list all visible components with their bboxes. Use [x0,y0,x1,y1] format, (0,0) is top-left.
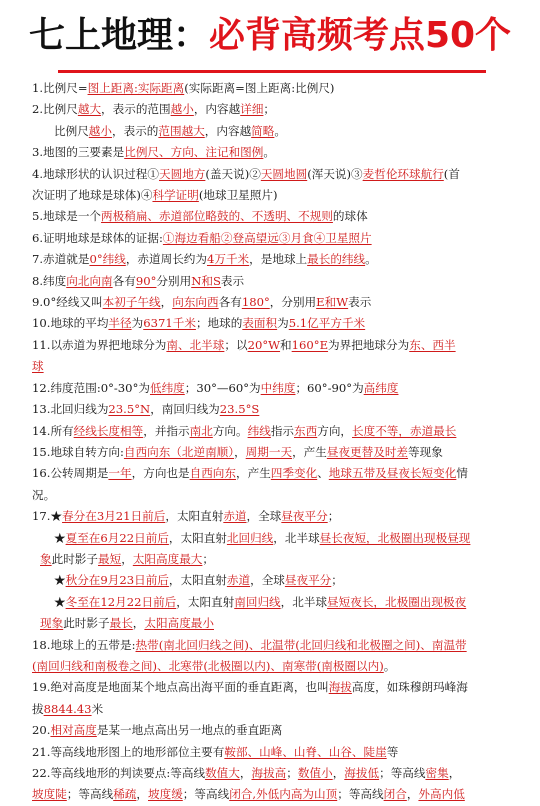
note-line [32,485,510,506]
key-term: 地球五带及昼夜长短变化 [328,466,457,481]
line-text: 高度，如珠穆朗玛峰海 [351,680,468,695]
line-text: ，内容越 [204,123,252,138]
key-term: 麦哲伦环球航行 [362,166,444,181]
key-term: 热带(南北回归线之间)、北温带(北回归线和北极圈之间)、南温带 [135,637,467,652]
line-text: ； [263,102,276,117]
line-text: 方向。 [212,423,248,438]
key-term: 坡度缓 [148,787,183,802]
key-term: 数值大 [205,766,240,780]
line-text: ，全球 [250,573,285,588]
notes-body [32,78,510,806]
note-line [32,742,510,763]
line-text: ；等高线 [337,787,384,802]
note-line [32,506,510,527]
line-text: ， [448,766,461,780]
line-text: ；60°-90°为 [295,380,364,395]
key-term: 南北 [189,423,213,438]
key-term: 5.1亿平方千米 [288,316,366,331]
line-text: ， [132,616,145,631]
line-text: 方向， [317,423,353,438]
key-term: 越小 [88,123,112,138]
key-term: 相对高度 [50,723,97,738]
key-term: 春分在3月21日前后 [62,509,166,524]
key-term: 本初子午线 [102,295,161,310]
key-term: 90° [135,273,157,288]
line-text: 表示 [348,295,372,310]
key-term: 南回归线 [234,594,281,609]
key-term: 两极稍扁、赤道部位略鼓的、不透明、不规则 [101,209,333,224]
note-line [32,699,510,720]
key-term: 海拔低 [344,766,380,780]
note-line [32,121,510,142]
line-text: 4.地球形状的认识过程① [32,166,159,181]
key-term: 经线长度相等 [73,423,144,438]
key-term: 海拔高 [251,766,287,780]
note-line [32,249,510,270]
line-text: ，内容越 [193,102,241,117]
line-text: 等 [386,744,399,759]
note-line [32,784,510,805]
key-term: 最短 [98,551,122,566]
line-text: 10.地球的平均 [32,316,109,331]
key-term: 一年 [108,466,132,481]
key-term: 天圆地圆 [260,166,308,181]
key-term: 密集 [425,766,449,780]
key-term: 越小 [170,102,194,117]
line-text: ，全球 [246,509,282,524]
line-text: ；等高线 [182,787,230,802]
line-text: 指示 [270,423,295,438]
line-text: ，产生 [236,466,271,481]
key-term: 东、西半 [409,337,456,352]
line-text: 22.等高线地形的判读要点:等高线 [32,766,206,780]
key-term: ①海边看船②登高望远③月食④卫星照片 [162,230,372,245]
line-text: 比例尺 [54,123,89,138]
key-term: 四季变化 [270,466,318,481]
line-text: 15.地球自转方向: [32,444,124,459]
line-text: 19.绝对高度是地面某个地点高出海平面的垂直距离，也叫 [32,680,329,695]
line-text: 拔 [32,701,44,716]
line-text: ， [239,766,252,780]
key-term: 长度不等，赤道最长 [352,423,457,438]
line-text: ，太阳直射 [176,594,235,609]
line-text: (盖天说)② [205,166,261,181]
key-term: 6371千米 [143,316,196,331]
key-term: N和S [191,273,221,288]
line-text: ★ [54,594,66,609]
line-text: 为 [131,316,144,331]
line-text: 。 [263,145,275,160]
key-term: 东西 [294,423,318,438]
line-text: (实际距离=图上距离:比例尺) [184,81,335,95]
key-term: 中纬度 [260,380,296,395]
key-term: 昼夜平分 [281,509,328,524]
line-text: 为 [277,316,289,331]
note-line [32,656,510,677]
key-term: 太阳高度最小 [144,616,214,631]
note-line [32,677,510,698]
note-line [32,78,510,99]
note-line [32,570,510,591]
line-text: 。 [274,123,286,138]
line-text: ；等高线 [66,787,114,802]
key-term: 闭合 [383,787,407,802]
key-term: 天圆地方 [159,166,206,181]
line-text: ， [136,787,148,802]
line-text: 情 [456,466,468,481]
line-text: ； [327,509,340,524]
line-text: 此时影子 [63,616,110,631]
line-text: 7.赤道就是 [32,252,90,267]
line-text: ，北半球 [273,530,320,545]
note-line [32,635,510,656]
key-term: 科学证明 [152,188,199,203]
line-text: ；地球的 [195,316,243,331]
key-term: 稀疏 [113,787,137,802]
key-term: 图上距离:实际距离 [87,81,185,95]
key-term: 闭合,外低内高为山顶 [229,787,338,802]
line-text: 20. [32,723,51,738]
note-line [32,421,510,442]
line-text: 。 [365,252,377,267]
key-term: 外高内低 [418,787,465,802]
key-term: 球 [32,359,44,374]
title-part-black: 七上地理： [28,15,209,56]
line-text: ， [332,766,345,780]
key-term: 数值小 [297,766,333,780]
line-text: ，产生 [292,444,327,459]
line-text: 9.0°经线又叫 [32,295,103,310]
note-line [32,399,510,420]
key-term: 夏至在6月22日前后 [65,530,169,545]
line-text: 18.地球上的五带是: [32,637,136,652]
line-text: 14.所有 [32,423,74,438]
note-line [32,335,510,356]
note-line [32,528,510,549]
line-text: ； [202,551,214,566]
line-text: 2.比例尺 [32,102,78,117]
note-line [32,271,510,292]
title-part-red: 必背高频考点50个 [208,15,512,56]
line-text: ，太阳直射 [168,530,227,545]
line-text: ★ [54,530,66,545]
line-text: 为界把地球分为 [328,337,410,352]
line-text: ；等高线 [379,766,426,780]
line-text: (浑天说)③ [307,166,363,181]
note-line [32,378,510,399]
line-text: ，表示的 [112,123,159,138]
key-term: 坡度陡 [32,787,67,802]
line-text: ，太阳直射 [165,509,224,524]
key-term: 现象 [40,616,64,631]
key-term: 最长 [109,616,133,631]
key-term: 象 [40,551,52,566]
key-term: 昼夜平分 [284,573,332,588]
key-term: 南、北半球 [166,337,225,352]
line-text: 各有 [112,273,136,288]
note-line [32,613,510,634]
line-text: 21.等高线地形图上的地形部位主要有 [32,744,225,759]
line-text: ， [234,444,246,459]
key-term: 范围越大 [158,123,205,138]
line-text: ；以 [224,337,248,352]
key-term: 昼长夜短，北极圈出现极昼现 [319,530,471,545]
line-text: ， [406,787,419,802]
title-underline [58,70,486,73]
note-line [32,356,510,377]
line-text: 况。 [32,487,56,502]
key-term: 周期一天 [245,444,293,459]
line-text: 5.地球是一个 [32,209,102,224]
note-line [32,549,510,570]
key-term: 自西向东（北逆南顺） [123,444,235,459]
key-term: 北回归线 [226,530,274,545]
key-term: 4万千米 [206,252,250,267]
line-text: ，赤道周长约为 [125,252,207,267]
key-term: 半径 [108,316,132,331]
key-term: 低纬度 [149,380,185,395]
line-text: ，分别用 [269,295,317,310]
line-text: 次证明了地球是球体)④ [32,188,153,203]
line-text: 16.公转周期是 [32,466,109,481]
note-line [32,313,510,334]
line-text: 3.地图的三要素是 [32,145,125,160]
line-text: ★ [54,573,66,588]
line-text: ，方向也是 [131,466,190,481]
key-term: 高纬度 [363,380,399,395]
line-text: ； [286,766,298,780]
note-line [32,228,510,249]
key-term: 昼短夜长，北极圈出现极夜 [327,594,467,609]
line-text: ， [121,551,133,566]
key-term: 23.5°S [219,402,260,417]
key-term: 赤道 [223,509,247,524]
key-term: 赤道 [226,573,251,588]
page-title [0,6,540,66]
key-term: (南回归线和南极卷之间)、北寒带(北极圈以内)、南寒带(南极圈以内) [32,658,384,673]
line-text: 17.★ [32,509,63,524]
key-term: E和W [316,295,349,310]
line-text: 1.比例尺= [32,81,88,95]
key-term: 纬线 [247,423,271,438]
key-term: 160°E [291,337,329,352]
line-text: 。 [383,658,396,673]
key-term: 秋分在9月23日前后 [65,573,169,588]
key-term: 8844.43 [43,701,92,716]
key-term: 冬至在12月22日前后 [65,594,177,609]
line-text: 、 [317,466,329,481]
line-text: ，北半球 [280,594,328,609]
key-term: 昼夜更替及时差 [326,444,409,459]
line-text: 各有 [218,295,242,310]
note-line [32,442,510,463]
line-text: 表示 [220,273,245,288]
key-term: 详细 [240,102,264,117]
key-term: 太阳高度最大 [132,551,203,566]
line-text: ，表示的范围 [101,102,171,117]
key-term: 鞍部、山峰、山脊、山谷、陡崖 [224,744,387,759]
note-line [32,720,510,741]
line-text: ； [331,573,343,588]
line-text: ，是地球上 [249,252,308,267]
note-line [32,292,510,313]
line-text: 13.北回归线为 [32,402,109,417]
key-term: 最长的纬线 [307,252,366,267]
key-term: 向北向南 [66,273,113,288]
line-text: (首 [443,166,460,181]
key-term: 23.5°N [108,402,151,417]
line-text: 米 [91,701,104,716]
line-text: 是某一地点高出另一地点的垂直距离 [96,723,283,738]
line-text: 11.以赤道为界把地球分为 [32,337,167,352]
note-line [32,185,510,206]
line-text: ，南回归线为 [150,402,220,417]
note-line [32,142,510,163]
line-text: ，太阳直射 [168,573,227,588]
key-term: 自西向东 [189,466,236,481]
key-term: 越大 [77,102,102,117]
line-text: 等现象 [408,444,443,459]
key-term: 表面积 [242,316,278,331]
note-line [32,763,510,784]
line-text: 的球体 [332,209,368,224]
key-term: 0°纬线 [89,252,126,267]
line-text: ， [160,295,173,310]
key-term: 20°W [247,337,281,352]
key-term: 向东向西 [172,295,219,310]
line-text: 分别用 [156,273,192,288]
key-term: 海拔 [328,680,352,695]
line-text: (地球卫星照片) [198,188,278,203]
note-line [32,592,510,613]
note-line [32,164,510,185]
note-line [32,206,510,227]
line-text: 和 [280,337,292,352]
line-text: ；30°—60°为 [184,380,261,395]
note-line [32,99,510,120]
key-term: 180° [241,295,270,310]
line-text: 6.证明地球是球体的证据: [32,230,163,245]
line-text: 8.纬度 [32,273,67,288]
line-text: 此时影子 [51,551,98,566]
line-text: ，并指示 [143,423,190,438]
note-line [32,463,510,484]
key-term: 比例尺、方向、注记和图例 [124,145,264,160]
key-term: 简略 [251,123,275,138]
line-text: 12.纬度范围:0°-30°为 [32,380,150,395]
